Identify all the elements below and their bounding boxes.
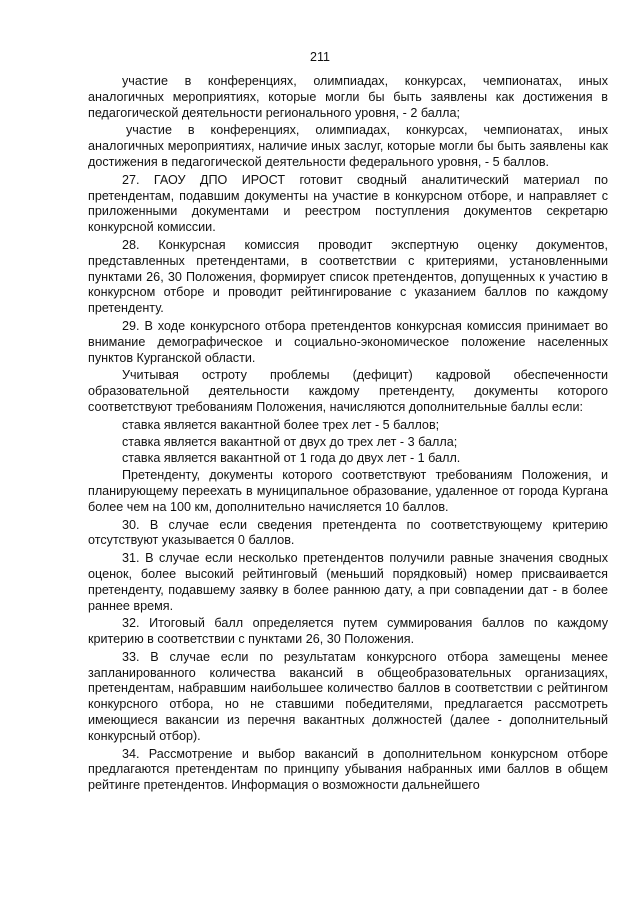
list-item-vacancy-over-three-years: ставка является вакантной более трех лет - 5 баллов;: [122, 417, 440, 432]
page-number: 211: [310, 50, 330, 64]
paragraph-33: 33. В случае если по результатам конкурсного отбора замещены менее запланированного количества вакансий в общеобразовательных организациях, претендентам, набравшим наибольшее количество баллов в соответствии с рейтингом конкурсного отбора, но не ставшими победителями, предлагается рассмотреть имеющиеся вакансии из перечня вакантных должностей (далее - дополнительный конкурсный отбор).: [88, 649, 608, 743]
paragraph-staffing-shortage: Учитывая остроту проблемы (дефицит) кадровой обеспеченности образовательной деятельности каждому претенденту, документы которого соответствуют требованиям Положения, начисляются дополнительные баллы если:: [88, 368, 608, 414]
list-item-vacancy-two-to-three-years: ставка является вакантной от двух до трех лет - 3 балла;: [122, 434, 458, 449]
paragraph-31: 31. В случае если несколько претендентов получили равные значения сводных оценок, более высокий рейтинговый (меньший порядковый) номер присваивается претенденту, подавшему заявку в более раннюю дату, а при совпадении дат - в более раннее время.: [88, 551, 608, 613]
paragraph-regional-participation: участие в конференциях, олимпиадах, конкурсах, чемпионатах, иных аналогичных мероприятиях, которые могли бы быть заявлены как достижения в педагогической деятельности регионального уровня, - 2 балла;: [88, 74, 608, 120]
paragraph-29: 29. В ходе конкурсного отбора претендентов конкурсная комиссия принимает во внимание демографическое и социально-экономическое положение населенных пунктов Курганской области.: [88, 318, 608, 365]
paragraph-federal-participation: участие в конференциях, олимпиадах, конкурсах, чемпионатах, иных аналогичных мероприятиях, наличие иных заслуг, которые могли бы быть заявлены как достижения в педагогической деятельности федерального уровня, - 5 баллов.: [88, 123, 608, 169]
paragraph-27: 27. ГАОУ ДПО ИРОСТ готовит сводный аналитический материал по претендентам, подавшим документы на участие в конкурсном отборе, и направляет с приложенными документами и реестром поступления документов секретарю конкурсной комиссии.: [88, 172, 608, 235]
document-body: [88, 74, 608, 794]
paragraph-28: 28. Конкурсная комиссия проводит экспертную оценку документов, представленных претендентами, в соответствии с критериями, установленными пунктами 26, 30 Положения, формирует список претендентов, допущенных к участию в конкурсном отборе и проводит рейтингирование с указанием баллов по каждому претенденту.: [88, 237, 608, 316]
paragraph-34: 34. Рассмотрение и выбор вакансий в дополнительном конкурсном отборе предлагаются претендентам по принципу убывания набранных ими баллов в общем рейтинге претендентов. Информация о возможности дальнейшего: [88, 746, 608, 793]
paragraph-32: 32. Итоговый балл определяется путем суммирования баллов по каждому критерию в соответствии с пунктами 26, 30 Положения.: [88, 616, 608, 647]
paragraph-30: 30. В случае если сведения претендента по соответствующему критерию отсутствуют указывается 0 баллов.: [88, 517, 608, 548]
list-item-vacancy-one-to-two-years: ставка является вакантной от 1 года до двух лет - 1 балл.: [122, 451, 461, 466]
paragraph-relocation-bonus: Претенденту, документы которого соответствуют требованиям Положения, и планирующему переехать в муниципальное образование, удаленное от города Кургана более чем на 100 км, дополнительно начисляется 10 баллов.: [88, 468, 608, 514]
